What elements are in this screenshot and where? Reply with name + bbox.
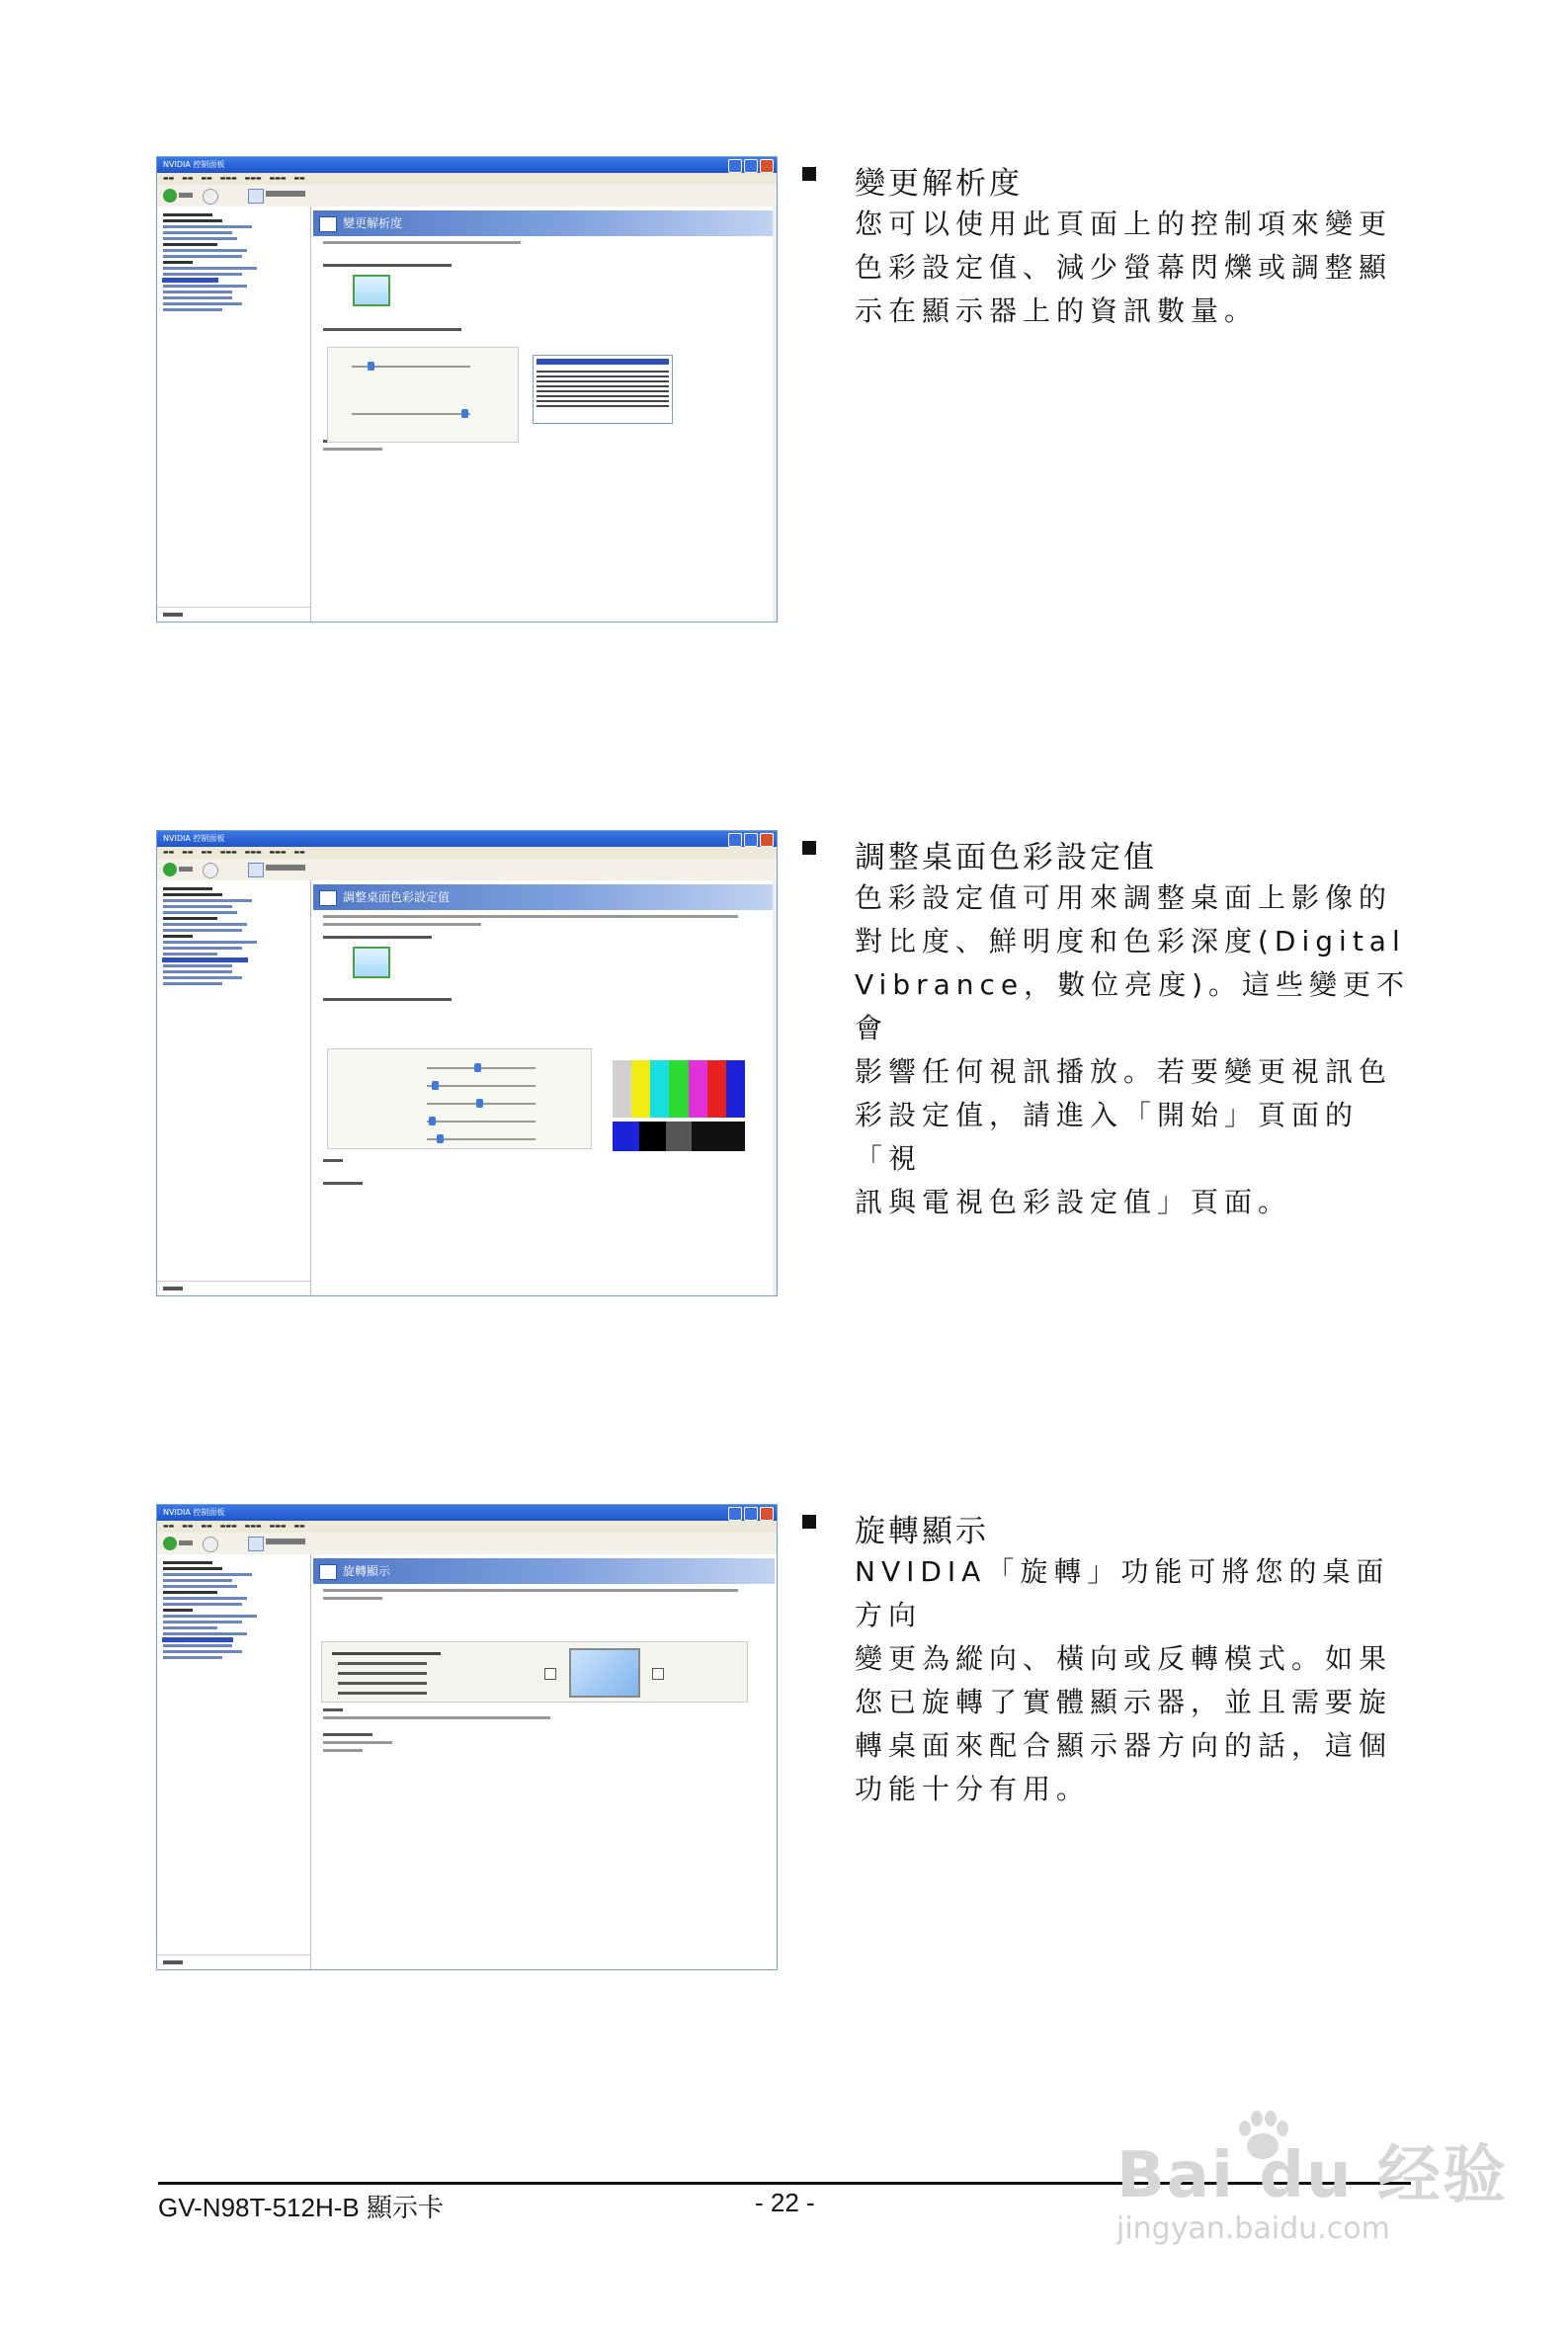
view-tasks-label	[266, 865, 305, 871]
close-icon[interactable]	[760, 1507, 774, 1521]
contrast-slider[interactable]	[432, 1081, 439, 1090]
toolbar	[157, 1533, 777, 1555]
page-title: 調整桌面色彩設定值	[343, 890, 451, 904]
view-tasks-label	[266, 191, 305, 197]
resolution-page-icon	[319, 216, 337, 232]
close-icon[interactable]	[760, 833, 774, 847]
back-arrow-icon[interactable]	[163, 1537, 177, 1550]
menu-bar[interactable]: ▬▬ ▬▬ ▬▬ ▬▬▬ ▬▬▬ ▬▬▬ ▬▬	[157, 173, 777, 185]
section-body: 您可以使用此頁面上的控制項來變更 色彩設定值、減少螢幕閃爍或調整顯 示在顯示器上的資訊數量。	[855, 208, 1393, 327]
maximize-icon[interactable]	[744, 833, 758, 847]
window-titlebar	[157, 157, 777, 173]
window-title: NVIDIA 控制面板	[163, 1508, 225, 1517]
forward-arrow-icon[interactable]	[203, 1537, 218, 1552]
watermark-url: jingyan.baidu.com	[1116, 2211, 1390, 2246]
window-titlebar	[157, 1505, 777, 1521]
footer-model: GV-N98T-512H-B 顯示卡	[158, 2193, 444, 2222]
window-titlebar	[157, 831, 777, 847]
page-number: - 22 -	[755, 2188, 815, 2217]
display-preview	[569, 1648, 640, 1698]
screenshot-rotate-display	[156, 1504, 778, 1970]
maximize-icon[interactable]	[744, 1507, 758, 1521]
window-title: NVIDIA 控制面板	[163, 834, 225, 843]
task-sidebar	[157, 1554, 311, 1969]
forward-arrow-icon[interactable]	[203, 863, 218, 878]
gamma-slider[interactable]	[476, 1099, 483, 1108]
system-info-link[interactable]	[157, 607, 310, 622]
rotate-right-icon[interactable]	[652, 1668, 664, 1680]
close-icon[interactable]	[760, 159, 774, 173]
back-arrow-icon[interactable]	[163, 189, 177, 203]
back-label	[179, 1540, 193, 1545]
monitor-icon[interactable]	[353, 947, 390, 978]
system-info-link[interactable]	[157, 1955, 310, 1969]
main-content	[311, 207, 777, 622]
orientation-panel	[321, 1641, 748, 1703]
back-arrow-icon[interactable]	[163, 863, 177, 876]
view-tasks-icon[interactable]	[248, 863, 264, 877]
minimize-icon[interactable]	[728, 1507, 742, 1521]
refresh-rate-list[interactable]	[533, 355, 673, 424]
bullet-square-icon	[802, 841, 816, 855]
bullet-square-icon	[802, 1515, 816, 1529]
window-title: NVIDIA 控制面板	[163, 160, 225, 169]
rotate-left-icon[interactable]	[544, 1668, 556, 1680]
section-body: 色彩設定值可用來調整桌面上影像的 對比度、鮮明度和色彩深度(Digital Vibrance，數位亮度)。這些變更不會 影響任何視訊播放。若要變更視訊色 彩設定值，請進入「開始」頁面的「視 訊與電視色彩設定值」頁面。	[855, 881, 1411, 1218]
view-tasks-icon[interactable]	[248, 1537, 264, 1551]
section-body: NVIDIA「旋轉」功能可將您的桌面方向 變更為縱向、橫向或反轉模式。如果 您已旋轉了實體顯示器，並且需要旋 轉桌面來配合顯示器方向的話，這個 功能十分有用。	[855, 1555, 1393, 1805]
page-banner	[313, 884, 775, 910]
menu-bar[interactable]: ▬▬ ▬▬ ▬▬ ▬▬▬ ▬▬▬ ▬▬▬ ▬▬	[157, 1521, 777, 1533]
maximize-icon[interactable]	[744, 159, 758, 173]
brightness-slider[interactable]	[474, 1063, 481, 1072]
section-heading: 旋轉顯示	[855, 1514, 989, 1549]
view-tasks-label	[266, 1539, 305, 1544]
back-label	[179, 867, 193, 872]
back-label	[179, 193, 193, 198]
menu-bar[interactable]: ▬▬ ▬▬ ▬▬ ▬▬▬ ▬▬▬ ▬▬▬ ▬▬	[157, 847, 777, 859]
rotate-page-icon	[319, 1564, 337, 1580]
page-title: 旋轉顯示	[343, 1564, 391, 1578]
content-scrollbar[interactable]	[773, 207, 777, 622]
forward-arrow-icon[interactable]	[203, 189, 218, 205]
resolution-panel	[327, 347, 519, 443]
baidu-watermark	[1116, 2124, 1508, 2246]
color-adjust-panel	[327, 1048, 592, 1149]
system-info-link[interactable]	[157, 1281, 310, 1295]
main-content	[311, 880, 777, 1295]
bullet-square-icon	[802, 167, 816, 181]
hue-slider[interactable]	[437, 1134, 444, 1143]
main-content	[311, 1554, 777, 1969]
screenshot-desktop-color	[156, 830, 778, 1296]
content-scrollbar[interactable]	[773, 880, 777, 1295]
section-heading: 變更解析度	[855, 166, 1023, 202]
toolbar	[157, 859, 777, 881]
toolbar	[157, 185, 777, 208]
view-tasks-icon[interactable]	[248, 189, 264, 204]
vibrance-slider[interactable]	[429, 1117, 436, 1125]
resolution-slider[interactable]	[368, 362, 374, 371]
color-quality-slider[interactable]	[461, 409, 468, 418]
task-sidebar	[157, 207, 311, 622]
monitor-icon[interactable]	[353, 275, 390, 306]
page-banner	[313, 210, 775, 236]
task-sidebar	[157, 880, 311, 1295]
page-title: 變更解析度	[343, 216, 403, 230]
screenshot-change-resolution	[156, 156, 778, 623]
page-banner	[313, 1558, 775, 1584]
minimize-icon[interactable]	[728, 833, 742, 847]
test-pattern-preview	[613, 1122, 745, 1151]
color-bars-preview	[613, 1060, 745, 1118]
color-page-icon	[319, 890, 337, 906]
section-heading: 調整桌面色彩設定值	[855, 840, 1157, 875]
minimize-icon[interactable]	[728, 159, 742, 173]
watermark-brand: Bai du 经验	[1116, 2139, 1508, 2212]
